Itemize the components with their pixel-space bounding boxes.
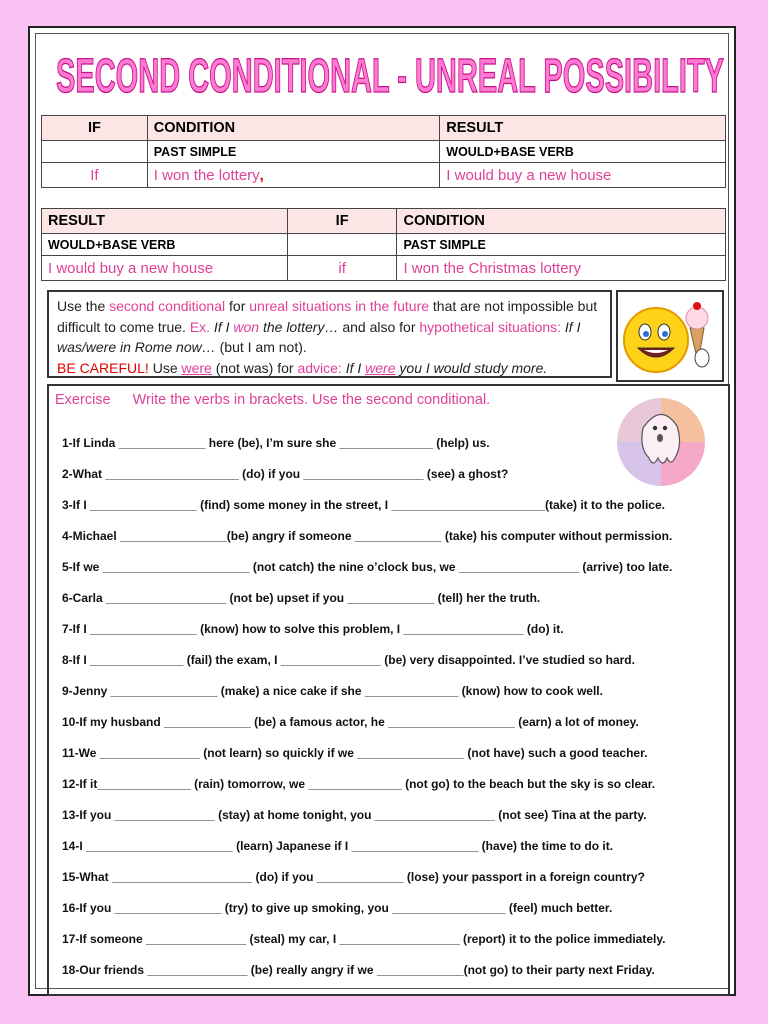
sub-if	[42, 141, 148, 163]
sub-condition: PAST SIMPLE	[147, 141, 440, 163]
formula-table-result-first	[41, 208, 726, 281]
comma-mark: ,	[259, 166, 264, 184]
exercise-item[interactable]: 17-If someone _______________ (steal) my car, I __________________ (report) it to the police immediately.	[62, 932, 666, 946]
example-result: I would buy a new house	[440, 163, 726, 188]
note-example: If I was/were in Rome now…	[57, 318, 581, 356]
exercise-item[interactable]: 13-If you _______________ (stay) at home tonight, you __________________ (not see) Tina at the party.	[62, 808, 647, 822]
note-term: advice:	[297, 359, 342, 376]
worksheet-inner-border	[35, 33, 729, 989]
note-text: and also for	[338, 318, 420, 335]
header-result: RESULT	[440, 116, 726, 141]
exercise-item[interactable]: 5-If we ______________________ (not catch) the nine o’clock bus, we __________________ (arrive) too late.	[62, 560, 673, 574]
exercise-item[interactable]: 9-Jenny ________________ (make) a nice cake if she ______________ (know) how to cook well.	[62, 684, 603, 698]
note-term: were	[181, 359, 212, 376]
note-example-verb: won	[233, 318, 260, 335]
note-text: Use	[148, 359, 182, 376]
example-condition: I won the Christmas lottery	[397, 256, 726, 281]
note-term: hypothetical situations:	[419, 318, 562, 335]
exercise-item[interactable]: 14-I ______________________ (learn) Japanese if I ___________________ (have) the time to do it.	[62, 839, 614, 853]
header-result: RESULT	[42, 209, 288, 234]
exercise-item[interactable]: 7-If I ________________ (know) how to solve this problem, I __________________ (do) it.	[62, 622, 564, 636]
note-example-label: Ex.	[189, 318, 211, 335]
header-condition: CONDITION	[397, 209, 726, 234]
example-if: If	[42, 163, 148, 188]
header-if: IF	[287, 209, 397, 234]
exercise-item[interactable]: 11-We _______________ (not learn) so quickly if we ________________ (not have) such a good teacher.	[62, 746, 648, 760]
note-warning: BE CAREFUL!	[57, 359, 149, 376]
exercise-item[interactable]: 1-If Linda _____________ here (be), I’m sure she ______________ (help) us.	[62, 436, 490, 450]
exercise-header	[55, 392, 490, 408]
exercise-item[interactable]: 4-Michael ________________(be) angry if someone _____________ (take) his computer without permission.	[62, 529, 673, 543]
smiley-ice-cream-icon	[616, 290, 724, 382]
table-example-row	[42, 163, 726, 188]
example-condition-text: I won the lottery	[153, 166, 260, 184]
exercise-instruction: Write the verbs in brackets. Use the second conditional.	[132, 392, 491, 408]
note-term: unreal situations in the future	[249, 298, 430, 314]
sub-result: WOULD+BASE VERB	[440, 141, 726, 163]
example-if: if	[287, 256, 397, 281]
table-sub-row	[42, 234, 726, 256]
note-example-verb: were	[365, 359, 396, 376]
note-text: (not was) for	[211, 359, 298, 376]
exercise-item[interactable]: 18-Our friends _______________ (be) really angry if we _____________(not go) to their party next Friday.	[62, 963, 655, 977]
exercise-list	[62, 431, 722, 989]
note-text: (but I am not).	[215, 339, 307, 356]
table-sub-row	[42, 141, 726, 163]
exercise-item[interactable]: 3-If I ________________ (find) some money in the street, I _______________________(take) it to the police.	[62, 498, 665, 512]
note-example: you I would study more.	[395, 359, 548, 376]
exercise-item[interactable]: 10-If my husband _____________ (be) a famous actor, he ___________________ (earn) a lot of money.	[62, 715, 639, 729]
note-term: second conditional	[109, 298, 226, 314]
note-example: If I	[341, 359, 366, 376]
worksheet-page	[28, 26, 736, 996]
header-if: IF	[42, 116, 148, 141]
example-condition	[147, 163, 440, 188]
exercise-item[interactable]: 8-If I ______________ (fail) the exam, I _______________ (be) very disappointed. I’ve studied so hard.	[62, 653, 635, 667]
exercise-label: Exercise	[55, 392, 111, 408]
table-header-row	[42, 209, 726, 234]
exercise-item[interactable]: 12-If it______________ (rain) tomorrow, we ______________ (not go) to the beach but the sky is so clear.	[62, 777, 656, 791]
note-text: Use the	[57, 298, 110, 314]
exercise-item[interactable]: 2-What ____________________ (do) if you __________________ (see) a ghost?	[62, 467, 509, 481]
exercise-item[interactable]: 15-What _____________________ (do) if you _____________ (lose) your passport in a foreign country?	[62, 870, 645, 884]
note-example: If I	[210, 318, 234, 335]
exercise-item[interactable]: 6-Carla __________________ (not be) upset if you _____________ (tell) her the truth.	[62, 591, 541, 605]
note-example: the lottery…	[259, 318, 339, 335]
formula-table-if-first	[41, 115, 726, 188]
note-text: for	[225, 298, 250, 314]
example-result: I would buy a new house	[42, 256, 288, 281]
exercise-item[interactable]: 16-If you ________________ (try) to give up smoking, you _________________ (feel) much better.	[62, 901, 613, 915]
sub-result: WOULD+BASE VERB	[42, 234, 288, 256]
exercise-box	[47, 384, 730, 996]
page-title-text: SECOND CONDITIONAL - UNREAL POSSIBILITY	[56, 50, 724, 103]
sub-condition: PAST SIMPLE	[397, 234, 726, 256]
header-condition: CONDITION	[147, 116, 440, 141]
table-header-row	[42, 116, 726, 141]
sub-if	[287, 234, 397, 256]
page-title	[50, 42, 730, 104]
note-text: that are not impossible but difficult to come true.	[57, 298, 598, 335]
table-example-row	[42, 256, 726, 281]
usage-note	[47, 290, 612, 378]
